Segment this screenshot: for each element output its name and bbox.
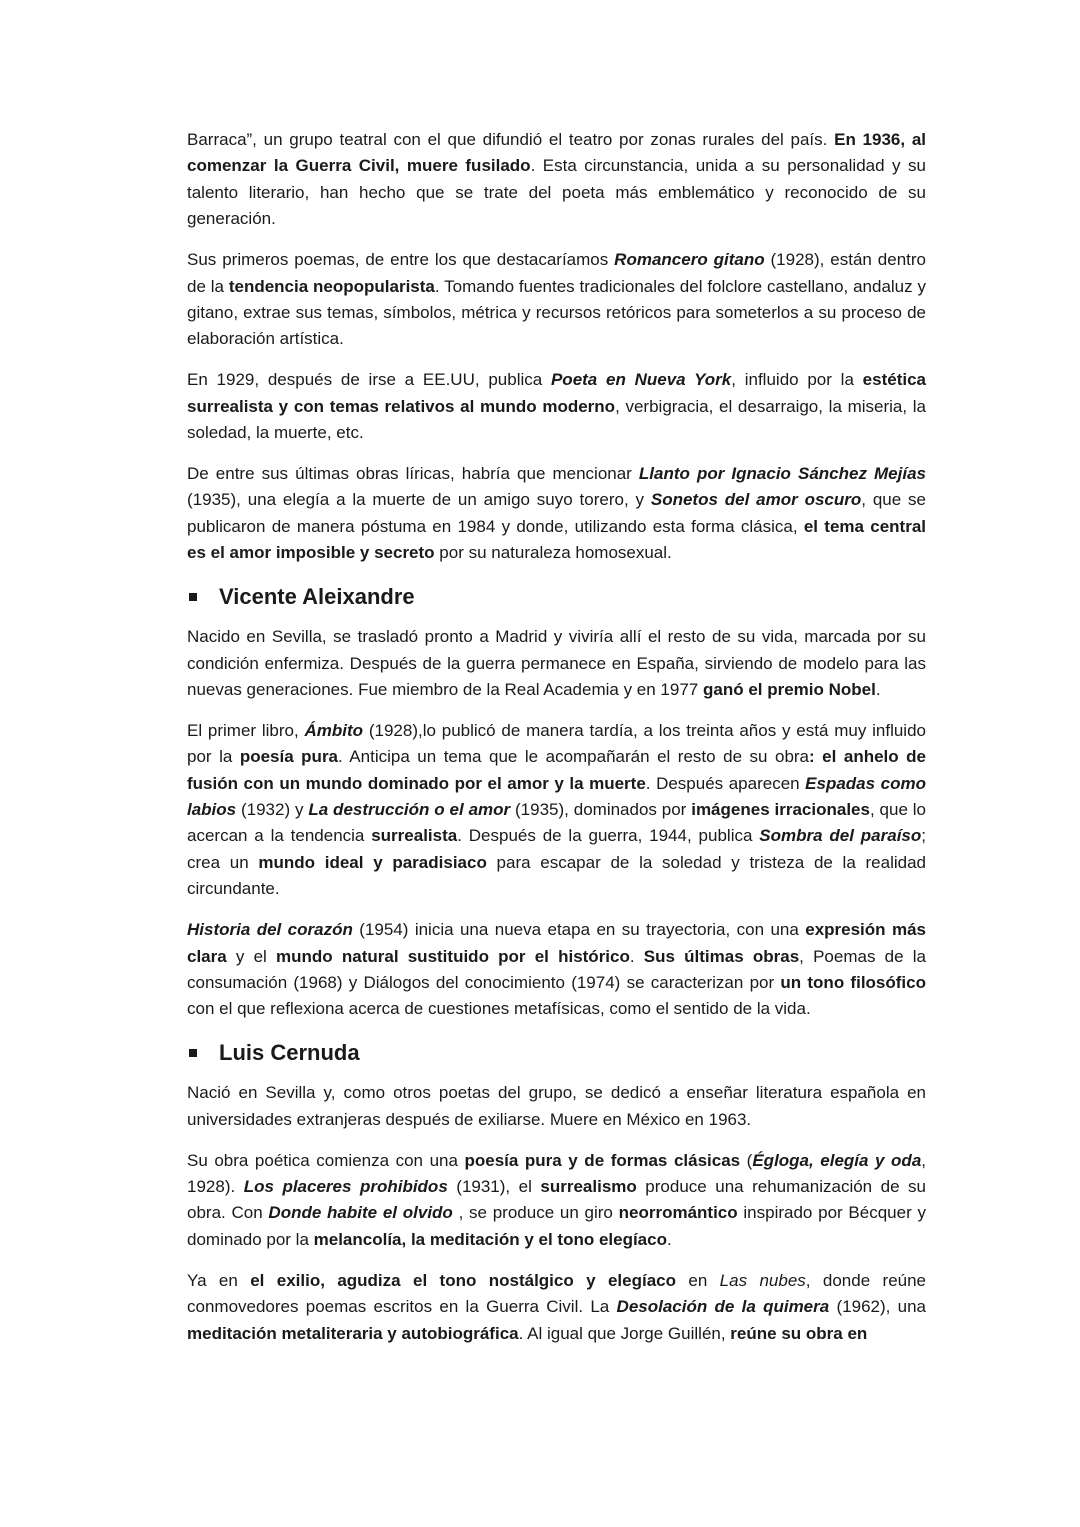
text-run: . Esta circunstancia, unida a su personalidad y su talento literario, han hecho que se trate del poeta más emblemático y reconocido de su generación. — [187, 156, 926, 229]
paragraph-aleixandre-later-works — [187, 917, 926, 1023]
text-run: (1932) y — [236, 800, 309, 820]
text-run: De entre sus últimas obras líricas, habría que mencionar — [187, 463, 639, 483]
text-run: . Después aparecen — [645, 773, 806, 793]
text-run: , influido por la — [731, 370, 863, 390]
text-run: Égloga, elegía y oda — [752, 1150, 922, 1170]
square-bullet-icon — [189, 593, 197, 601]
text-run: el tema central es el amor imposible y secreto — [187, 516, 926, 563]
text-run: Historia del corazón — [187, 920, 353, 940]
paragraph-lorca-early-poems — [187, 247, 926, 353]
text-run: expresión más clara — [187, 920, 926, 966]
text-run: Sonetos del amor oscuro — [650, 490, 862, 510]
paragraph-lorca-biography — [187, 127, 926, 233]
text-run: Barraca”, un grupo teatral con el que difundió el teatro por zonas rurales del país. — [187, 130, 835, 149]
section-heading-aleixandre — [187, 581, 926, 613]
text-run: La destrucción o el amor — [308, 800, 511, 820]
text-run: . — [875, 679, 881, 699]
text-run: ( — [740, 1150, 753, 1170]
text-run: Romancero gitano — [614, 250, 765, 270]
text-run: Sus últimas obras — [643, 946, 800, 966]
text-run: estética surrealista y con temas relativos al mundo moderno — [187, 370, 926, 416]
text-run: Ya en — [187, 1270, 251, 1290]
paragraph-cernuda-biography — [187, 1080, 926, 1133]
heading-text: Luis Cernuda — [219, 1040, 360, 1066]
text-run: poesía pura — [239, 747, 339, 767]
text-run: el exilio, agudiza el tono nostálgico y elegíaco — [250, 1270, 676, 1290]
text-run: Llanto por Ignacio Sánchez Mejías — [638, 463, 926, 483]
text-run: . — [666, 1229, 672, 1249]
text-run: Espadas como labios — [187, 773, 926, 820]
text-run: Nacido en Sevilla, se trasladó pronto a Madrid y viviría allí el resto de su vida, marcada por su condición enfermiza. Después de la guerra permanece en España, sirviendo de modelo para las nuevas generaciones. Fue miembro de la Real Academia y en 1977 — [187, 627, 926, 699]
text-run: (1928), están dentro de la — [187, 250, 926, 296]
text-run: ; crea un — [187, 826, 926, 872]
text-run: . Después de la guerra, 1944, publica — [457, 826, 760, 846]
square-bullet-icon — [189, 1049, 197, 1057]
paragraph-cernuda-early-works — [187, 1148, 926, 1254]
text-run: . Tomando fuentes tradicionales del folclore castellano, andaluz y gitano, extrae sus temas, símbolos, métrica y recursos retóricos para someterlos a su proceso de elaboración artística. — [187, 276, 926, 349]
text-run: , verbigracia, el desarraigo, la miseria, la soledad, la muerte, etc. — [187, 396, 926, 443]
text-run: , Poemas de la consumación (1968) y Diálogos del conocimiento (1974) se caracterizan por — [187, 946, 926, 992]
text-run: para escapar de la soledad y tristeza de la realidad circundante. — [187, 852, 926, 899]
text-run: En 1929, después de irse a EE.UU, publica — [187, 370, 551, 390]
text-run: El primer libro, — [187, 720, 305, 740]
text-run: produce una rehumanización de su obra. Con — [187, 1177, 927, 1223]
text-run: ganó el premio Nobel — [702, 679, 876, 699]
text-run: mundo ideal y paradisiaco — [258, 852, 487, 872]
text-run: reúne su obra en — [730, 1323, 868, 1343]
text-run: con el que reflexiona acerca de cuestiones metafísicas, como el sentido de la vida. — [187, 999, 811, 1019]
text-run: Ámbito — [304, 720, 364, 740]
text-run: : el anhelo de fusión con un mundo dominado por el amor y la muerte — [187, 747, 926, 793]
text-run: en — [676, 1270, 720, 1290]
text-run: Sus primeros poemas, de entre los que destacaríamos — [187, 250, 615, 270]
text-run: poesía pura y de formas clásicas — [464, 1150, 741, 1170]
text-run: , se produce un giro — [452, 1203, 619, 1223]
text-run: Las nubes — [719, 1270, 806, 1290]
text-run: Desolación de la quimera — [616, 1297, 830, 1317]
text-run: imágenes irracionales — [691, 800, 870, 820]
text-run: (1954) inicia una nueva etapa en su trayectoria, con una — [352, 920, 806, 940]
text-run: (1928),lo publicó de manera tardía, a los treinta años y está muy influido por la — [187, 720, 926, 767]
text-run: un tono filosófico — [780, 972, 926, 992]
text-run: En 1936, al comenzar la Guerra Civil, muere fusilado — [187, 130, 926, 176]
paragraph-cernuda-exile — [187, 1268, 926, 1347]
text-run: Donde habite el olvido — [268, 1203, 453, 1223]
paragraph-lorca-new-york — [187, 367, 926, 446]
text-run: neorromántico — [618, 1203, 738, 1223]
text-run: . Anticipa un tema que le acompañarán el resto de su obra — [338, 747, 810, 767]
text-run: (1931), el — [447, 1177, 541, 1196]
text-run: surrealista — [371, 826, 458, 846]
text-run: mundo natural sustituido por el histórico — [276, 946, 630, 966]
document-page — [187, 127, 926, 1347]
paragraph-aleixandre-first-works — [187, 718, 926, 903]
text-run: , que lo acercan a la tendencia — [187, 800, 926, 846]
text-run: tendencia neopopularista — [228, 276, 435, 296]
paragraph-aleixandre-biography — [187, 624, 926, 703]
text-run: Poeta en Nueva York — [550, 370, 732, 390]
text-run: meditación metaliteraria y autobiográfica — [187, 1323, 519, 1343]
text-run: por su naturaleza homosexual. — [434, 543, 672, 563]
text-run: . Al igual que Jorge Guillén, — [518, 1323, 731, 1343]
text-run: (1935), dominados por — [510, 800, 692, 820]
paragraph-lorca-last-works — [187, 461, 926, 567]
text-run: Sombra del paraíso — [759, 826, 922, 846]
text-run: Nació en Sevilla y, como otros poetas del grupo, se dedicó a enseñar literatura española en universidades extranjeras después de exiliarse. Muere en México en 1963. — [187, 1083, 926, 1129]
text-run: . — [629, 946, 644, 966]
text-run: melancolía, la meditación y el tono elegíaco — [313, 1229, 667, 1249]
text-run: surrealismo — [540, 1177, 637, 1196]
heading-text: Vicente Aleixandre — [219, 584, 415, 610]
text-run: (1962), una — [829, 1297, 926, 1317]
text-run: , que se publicaron de manera póstuma en 1984 y donde, utilizando esta forma clásica, — [187, 490, 926, 536]
text-run: , donde reúne conmovedores poemas escritos en la Guerra Civil. La — [187, 1270, 927, 1317]
text-run: y el — [226, 946, 277, 966]
text-run: Los placeres prohibidos — [243, 1177, 448, 1196]
text-run: , 1928). — [187, 1150, 927, 1196]
section-heading-cernuda — [187, 1037, 926, 1069]
text-run: inspirado por Bécquer y dominado por la — [187, 1203, 926, 1249]
text-run: (1935), una elegía a la muerte de un amigo suyo torero, y — [187, 490, 651, 510]
text-run: Su obra poética comienza con una — [187, 1150, 465, 1170]
